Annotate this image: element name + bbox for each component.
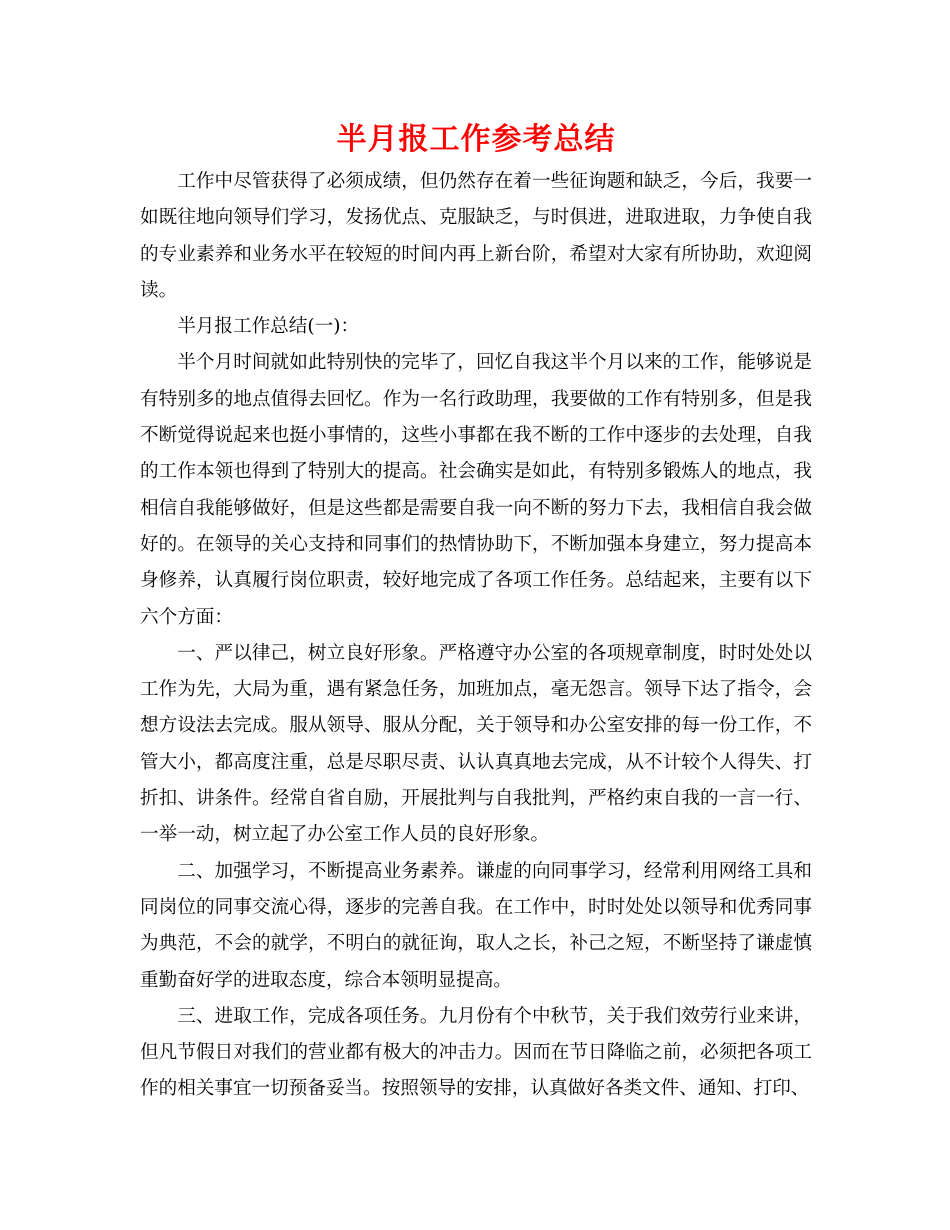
document-title: 半月报工作参考总结 — [336, 122, 616, 157]
paragraph-intro: 工作中尽管获得了必须成绩，但仍然存在着一些征询题和缺乏，今后，我要一如既往地向领导们学习，发扬优点、克服缺乏，与时俱进，进取进取，力争使自我的专业素养和业务水平在较短的时间内再上新台阶，希望对大家有所协助，欢迎阅读。 — [140, 171, 812, 301]
document-page — [140, 118, 812, 1108]
paragraph-point-2: 二、加强学习，不断提高业务素养。谦虚的向同事学习，经常利用网络工具和同岗位的同事交流心得，逐步的完善自我。在工作中，时时处处以领导和优秀同事为典范，不会的就学，不明白的就征询，取人之长，补己之短，不断坚持了谦虚慎重勤奋好学的进取态度，综合本领明显提高。 — [140, 860, 812, 991]
paragraph-section-heading: 半月报工作总结(一)： — [177, 316, 360, 338]
paragraph-overview: 半个月时间就如此特别快的完毕了，回忆自我这半个月以来的工作，能够说是有特别多的地点值得去回忆。作为一名行政助理，我要做的工作有特别多，但是我不断觉得说起来也挺小事情的，这些小事都在我不断的工作中逐步的去处理，自我的工作本领也得到了特别大的提高。社会确实是如此，有特别多锻炼人的地点，我相信自我能够做好，但是这些都是需要自我一向不断的努力下去，我相信自我会做好的。在领导的关心支持和同事们的热情协助下，不断加强本身建立，努力提高本身修养，认真履行岗位职责，较好地完成了各项工作任务。总结起来，主要有以下六个方面： — [140, 352, 812, 628]
paragraph-point-1: 一、严以律己，树立良好形象。严格遵守办公室的各项规章制度，时时处处以工作为先，大局为重，遇有紧急任务，加班加点，毫无怨言。领导下达了指令，会想方设法去完成。服从领导、服从分配，关于领导和办公室安排的每一份工作，不管大小，都高度注重，总是尽职尽责、认认真真地去完成，从不计较个人得失、打折扣、讲条件。经常自省自励，开展批判与自我批判，严格约束自我的一言一行、一举一动，树立起了办公室工作人员的良好形象。 — [140, 642, 812, 846]
paragraph-point-3: 三、进取工作，完成各项任务。九月份有个中秋节，关于我们效劳行业来讲，但凡节假日对我们的营业都有极大的冲击力。因而在节日降临之前，必须把各项工作的相关事宜一切预备妥当。按照领导的安排，认真做好各类文件、通知、打印、 — [140, 1005, 812, 1100]
